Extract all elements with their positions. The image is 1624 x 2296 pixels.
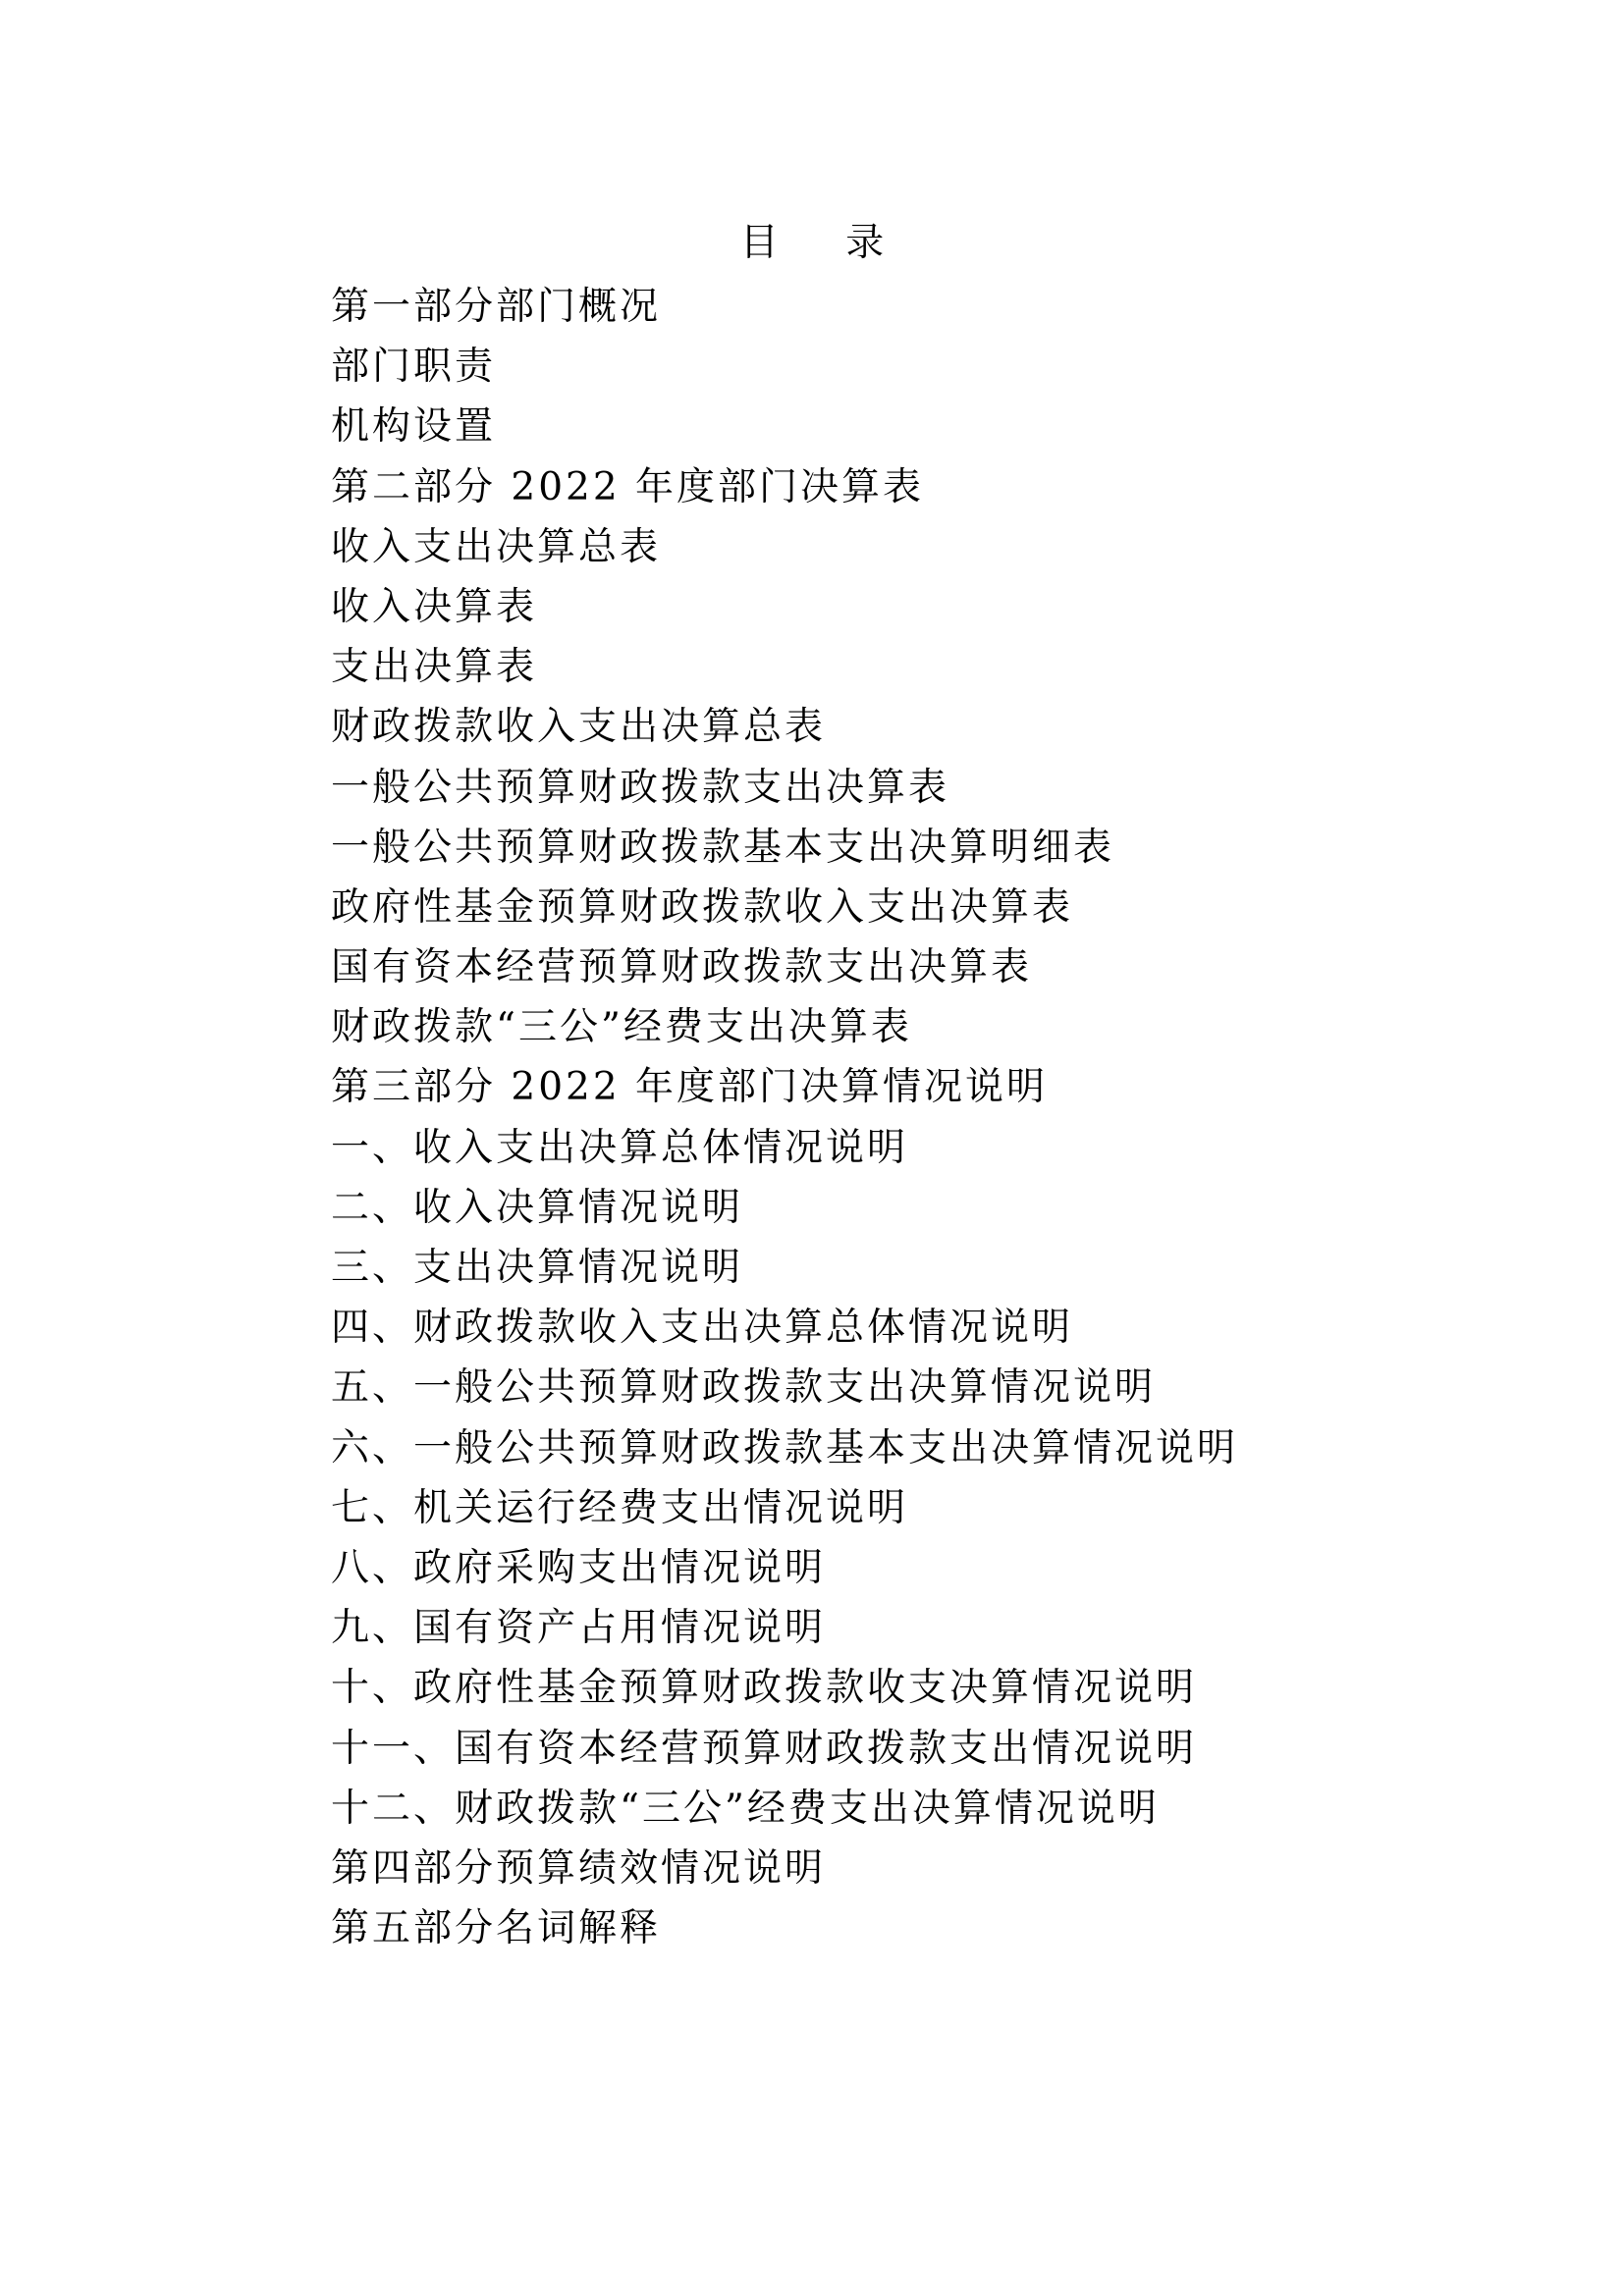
toc-entry: 财政拨款收入支出决算总表 bbox=[331, 705, 827, 750]
toc-entry: 国有资本经营预算财政拨款支出决算表 bbox=[331, 945, 1033, 990]
toc-entry: 八、政府采购支出情况说明 bbox=[331, 1545, 827, 1590]
toc-entry: 五、一般公共预算财政拨款支出决算情况说明 bbox=[331, 1365, 1157, 1411]
toc-entry: 财政拨款“三公”经费支出决算表 bbox=[331, 1005, 912, 1050]
toc-entry: 收入决算表 bbox=[331, 584, 538, 629]
toc-entry-part-4: 第四部分预算绩效情况说明 bbox=[331, 1845, 827, 1891]
toc-entry-part-1: 第一部分部门概况 bbox=[331, 285, 662, 329]
toc-entry: 机构设置 bbox=[331, 404, 497, 450]
toc-entry: 一般公共预算财政拨款基本支出决算明细表 bbox=[331, 825, 1115, 870]
toc-entry: 政府性基金预算财政拨款收入支出决算表 bbox=[331, 884, 1074, 930]
toc-entry: 部门职责 bbox=[331, 345, 497, 390]
toc-entry: 二、收入决算情况说明 bbox=[331, 1185, 744, 1230]
toc-entry: 十、政府性基金预算财政拨款收支决算情况说明 bbox=[331, 1666, 1198, 1711]
toc-entry: 一、收入支出决算总体情况说明 bbox=[331, 1125, 909, 1170]
toc-entry-part-5: 第五部分名词解释 bbox=[331, 1906, 662, 1951]
toc-title: 目 录 bbox=[739, 221, 912, 265]
toc-entry: 十二、财政拨款“三公”经费支出决算情况说明 bbox=[331, 1786, 1160, 1831]
toc-entry: 三、支出决算情况说明 bbox=[331, 1246, 744, 1290]
toc-entry: 七、机关运行经费支出情况说明 bbox=[331, 1485, 909, 1530]
toc-entry: 收入支出决算总表 bbox=[331, 524, 662, 569]
toc-entry-part-3: 第三部分 2022 年度部门决算情况说明 bbox=[331, 1065, 1049, 1110]
toc-entry: 九、国有资产占用情况说明 bbox=[331, 1606, 827, 1651]
toc-entry: 支出决算表 bbox=[331, 645, 538, 690]
toc-entry: 四、财政拨款收入支出决算总体情况说明 bbox=[331, 1306, 1074, 1351]
toc-entry: 六、一般公共预算财政拨款基本支出决算情况说明 bbox=[331, 1425, 1239, 1470]
toc-list bbox=[331, 277, 1238, 1958]
toc-entry-part-2: 第二部分 2022 年度部门决算表 bbox=[331, 464, 925, 509]
toc-entry: 一般公共预算财政拨款支出决算表 bbox=[331, 765, 950, 810]
toc-entry: 十一、国有资本经营预算财政拨款支出情况说明 bbox=[331, 1726, 1198, 1771]
